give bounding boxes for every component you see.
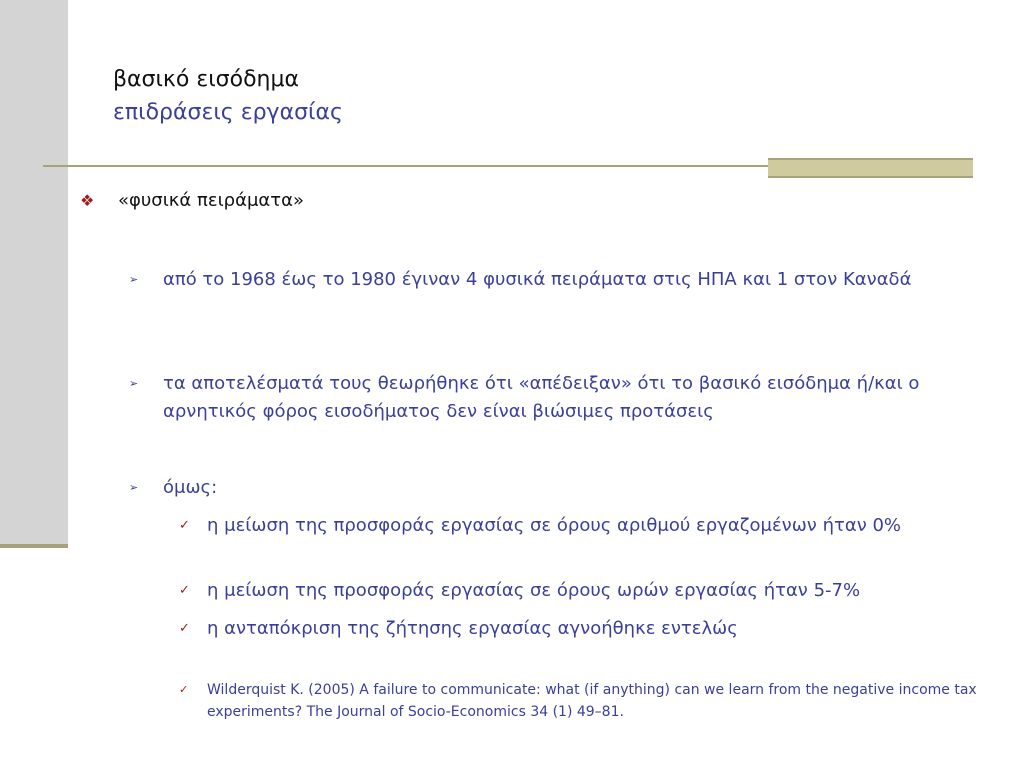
sub-bullet-text: από το 1968 έως το 1980 έγιναν 4 φυσικά πειράματα στις ΗΠΑ και 1 στον Καναδά: [163, 269, 912, 290]
reference-citation: [179, 679, 979, 723]
reference-text: Wilderquist K. (2005) A failure to communicate: what (if anything) can we learn from the negative income tax experiments? The Journal of Socio-Economics 34 (1) 49–81.: [207, 682, 977, 720]
checkmark-icon: ✓: [179, 683, 189, 696]
sub-bullet: [129, 474, 929, 502]
check-bullet-text: η μείωση της προσφοράς εργασίας σε όρους αριθμού εργαζομένων ήταν 0%: [207, 515, 902, 536]
check-bullet-text: η μείωση της προσφοράς εργασίας σε όρους ωρών εργασίας ήταν 5-7%: [207, 580, 861, 601]
checkmark-icon: ✓: [179, 518, 190, 533]
main-bullet-text: «φυσικά πειράματα»: [118, 190, 304, 211]
slide-subtitle: επιδράσεις εργασίας: [113, 100, 343, 125]
check-bullet: [179, 615, 969, 643]
check-bullet: [179, 577, 969, 605]
arrow-bullet-icon: ➢: [129, 377, 139, 390]
check-bullet: [179, 512, 969, 540]
slide-title: βασικό εισόδημα: [113, 67, 299, 92]
left-sidebar-rule: [0, 544, 68, 548]
diamond-bullet-icon: ❖: [80, 191, 95, 210]
left-sidebar-decoration: [0, 0, 68, 545]
sub-bullet: [129, 370, 929, 426]
checkmark-icon: ✓: [179, 583, 190, 598]
arrow-bullet-icon: ➢: [129, 273, 139, 286]
arrow-bullet-icon: ➢: [129, 481, 139, 494]
sub-bullet: [129, 266, 929, 294]
check-bullet-text: η ανταπόκριση της ζήτησης εργασίας αγνοήθηκε εντελώς: [207, 618, 738, 639]
sub-bullet-text: τα αποτελέσματά τους θεωρήθηκε ότι «απέδειξαν» ότι το βασικό εισόδημα ή/και ο αρνητικός φόρος εισοδήματος δεν είναι βιώσιμες προτάσεις: [163, 373, 920, 422]
title-divider-accent: [768, 158, 973, 178]
checkmark-icon: ✓: [179, 621, 190, 636]
sub-bullet-text: όμως:: [163, 477, 218, 498]
